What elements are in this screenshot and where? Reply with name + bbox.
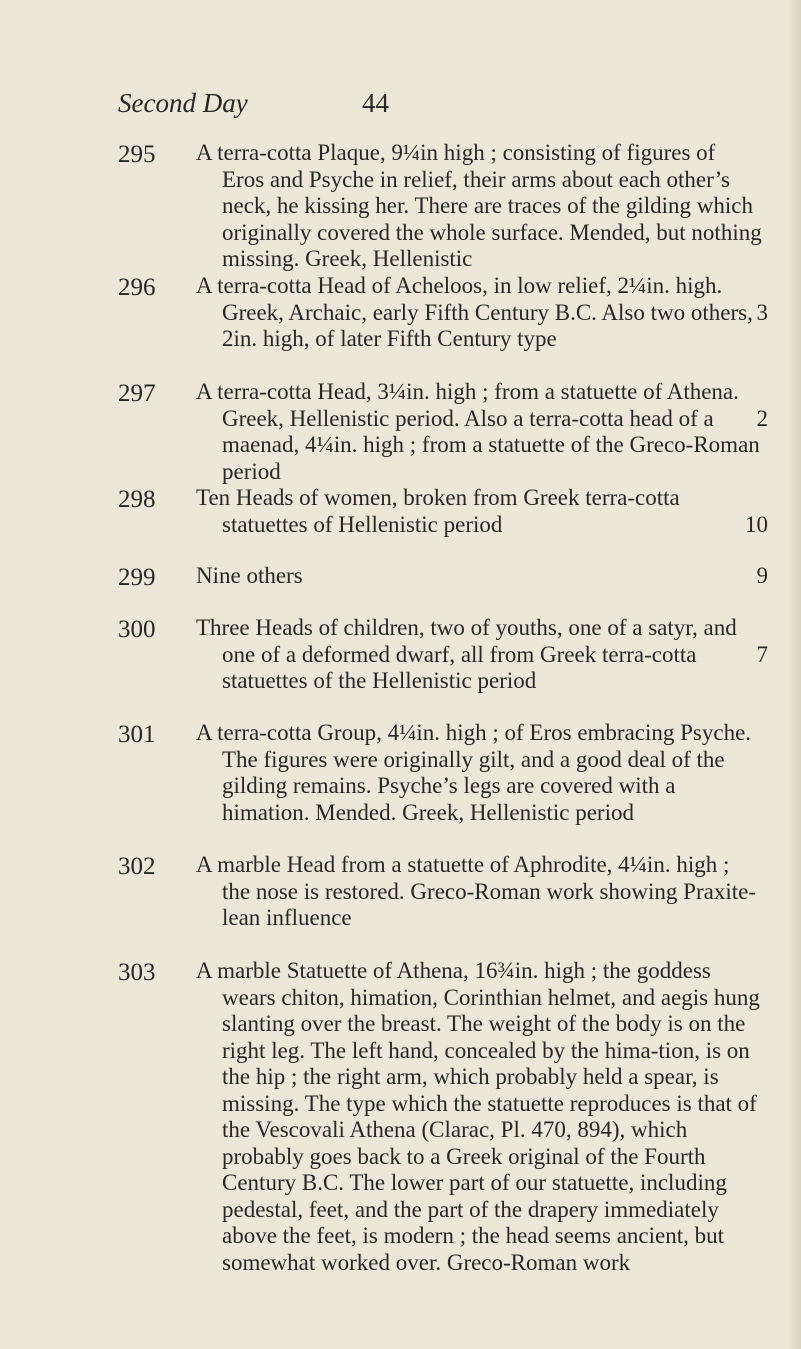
lot-continuation: the nose is restored. Greco-Roman work showing Praxite-lean influence: [222, 878, 756, 930]
day-heading: Second Day: [118, 88, 248, 118]
lot-number: 298: [118, 486, 156, 513]
lot-first-line: A marble Head from a statuette of Aphrodite, 4¼in. high ;: [196, 852, 730, 877]
lot-number: 303: [118, 959, 156, 986]
lot-number: 297: [118, 380, 156, 407]
lot-quantity: 7: [756, 641, 768, 667]
lot-number: 302: [118, 853, 156, 880]
lot-quantity: 10: [745, 511, 768, 537]
lot-description: [196, 140, 768, 273]
lot-description: [196, 615, 768, 695]
page-number: 44: [362, 88, 389, 118]
lot-first-line: A terra-cotta Group, 4¼in. high ; of Eros embracing Psyche.: [196, 720, 752, 745]
lot-first-line: Three Heads of children, two of youths, one of a satyr, and: [196, 615, 737, 640]
lot-first-line: A terra-cotta Head, 3¼in. high ; from a statuette of Athena.: [196, 379, 739, 404]
lot-continuation: 7 one of a deformed dwarf, all from Greek terra-cotta statuettes of the Hellenistic period: [222, 641, 768, 693]
lot-description: [196, 852, 768, 932]
lot-continuation: 10 statuettes of Hellenistic period: [222, 511, 768, 537]
lot-continuation: 3 Greek, Archaic, early Fifth Century B.C. Also two others, 2in. high, of later Fifth Century type: [222, 299, 768, 351]
lot-continuation: 2 Greek, Hellenistic period. Also a terra-cotta head of a maenad, 4¼in. high ; from a statuette of the Greco-Roman period: [222, 405, 768, 484]
lot-description: [196, 379, 768, 485]
lot-first-line: 9 Nine others: [196, 563, 768, 588]
lot-description: [196, 273, 768, 353]
page-edge-shadow: [787, 0, 801, 1349]
lot-first-line: A terra-cotta Head of Acheloos, in low relief, 2¼in. high.: [196, 273, 723, 298]
lot-number: 301: [118, 721, 156, 748]
lot-description: [196, 485, 768, 538]
lot-number: 296: [118, 274, 156, 301]
lot-number: 295: [118, 141, 156, 168]
lot-continuation: wears chiton, himation, Corinthian helmet, and aegis hung slanting over the breast. The weight of the body is on the right leg. The left hand, concealed by the hima-tion, is on the hip ; the right arm, which probably held a spear, is missing. The type which the statuette reproduces is that of the Vescovali Athena (Clarac, Pl. 470, 894), which probably goes back to a Greek original of the Fourth Century B.C. The lower part of our statuette, including pedestal, feet, and the part of the drapery immediately above the feet, is modern ; the head seems ancient, but somewhat worked over. Greco-Roman work: [222, 984, 760, 1275]
lot-description: [196, 563, 768, 590]
lot-first-line: A marble Statuette of Athena, 16¾in. high ; the goddess: [196, 958, 711, 983]
page-header: [118, 88, 618, 124]
lot-number: 300: [118, 616, 156, 643]
lot-quantity: 2: [756, 405, 768, 431]
lot-description: [196, 958, 768, 1276]
lot-first-line: A terra-cotta Plaque, 9¼in high ; consisting of figures of: [196, 140, 716, 165]
lot-quantity: 9: [756, 563, 768, 588]
lot-description: [196, 720, 768, 826]
lot-number: 299: [118, 564, 156, 591]
lot-continuation: The figures were originally gilt, and a good deal of the gilding remains. Psyche’s legs are covered with a himation. Mended. Greek, Hellenistic period: [222, 746, 725, 825]
lot-continuation: Eros and Psyche in relief, their arms about each other’s neck, he kissing her. There are traces of the gilding which originally covered the whole surface. Mended, but nothing missing. Greek, Hellenistic: [222, 166, 762, 271]
lot-first-line: Ten Heads of women, broken from Greek terra-cotta: [196, 485, 680, 510]
lot-quantity: 3: [756, 299, 768, 325]
